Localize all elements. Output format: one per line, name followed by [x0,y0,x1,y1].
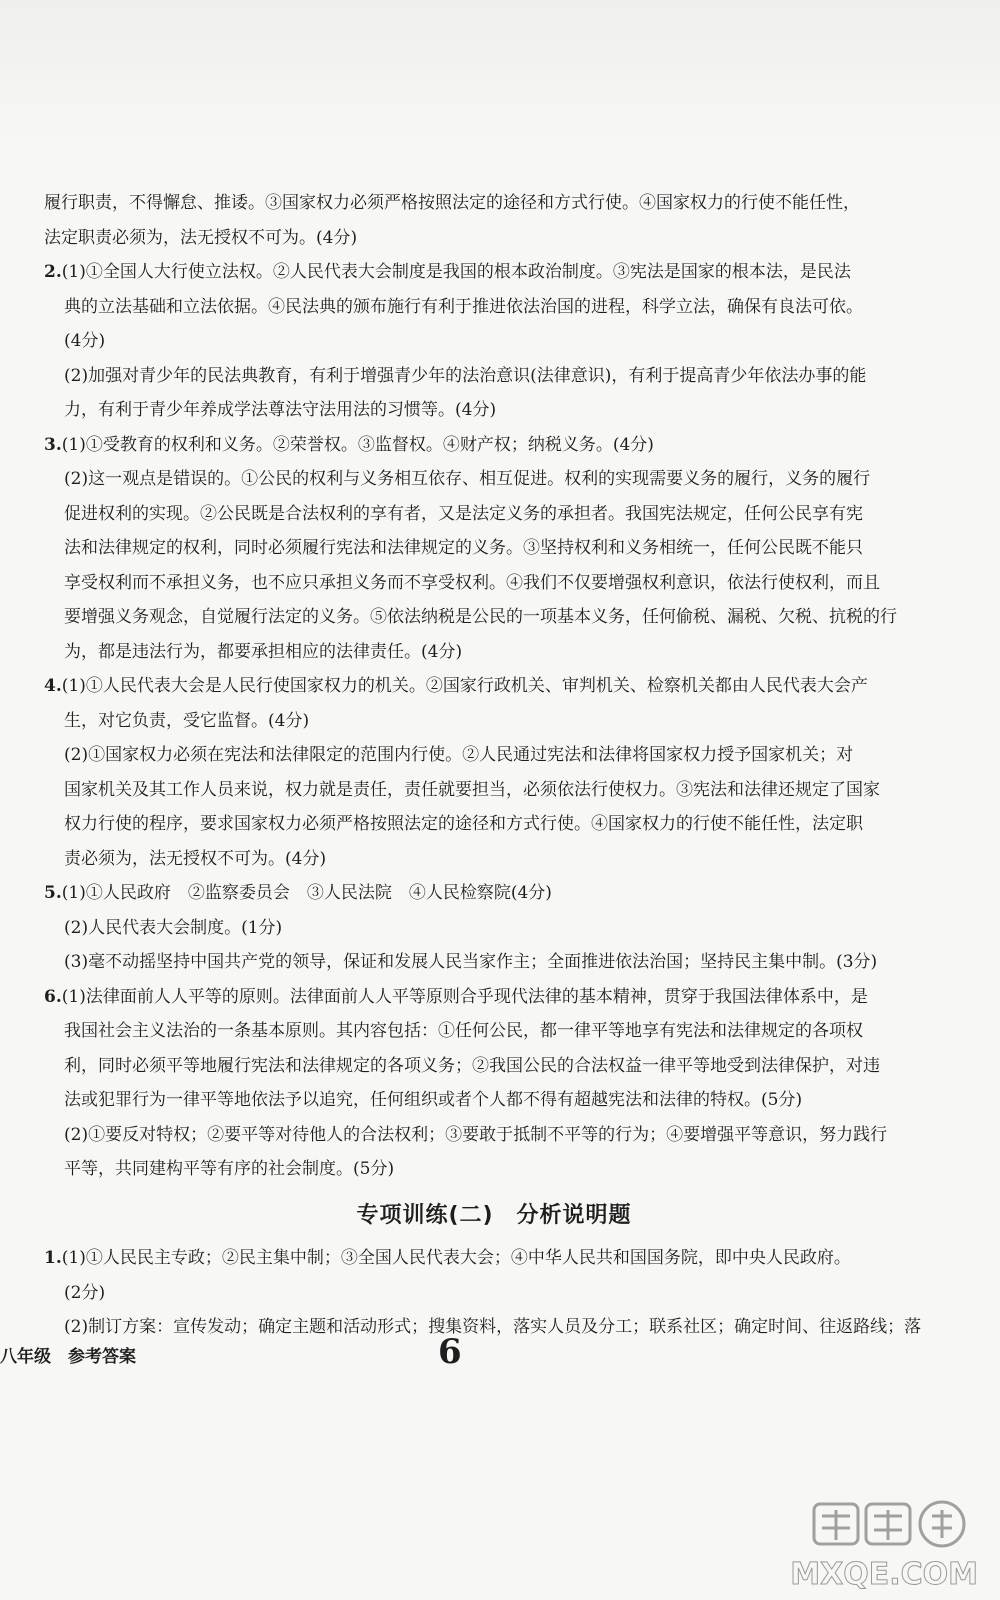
text-line: (2)①国家权力必须在宪法和法律限定的范围内行使。②人民通过宪法和法律将国家权力授予国家机关；对 [64,745,854,765]
text-line: 生，对它负责，受它监督。(4分) [64,710,310,731]
text-line: 责必须为，法无授权不可为。(4分) [64,848,327,869]
text-line: (2)制订方案：宣传发动；确定主题和活动形式；搜集资料，落实人员及分工；联系社区；确定时间、往返路线；落 [64,1317,922,1337]
watermark-url: MXQE.COM [790,1557,978,1592]
text-line: 国家机关及其工作人员来说，权力就是责任，责任就要担当，必须依法行使权力。③宪法和法律还规定了国家 [64,779,880,800]
text-line: 要增强义务观念，自觉履行法定的义务。⑤依法纳税是公民的一项基本义务，任何偷税、漏税、欠税、抗税的行 [64,607,897,627]
question-number: 2. [44,262,62,282]
text-line: 平等，共同建构平等有序的社会制度。(5分) [64,1159,395,1179]
text-line: 权力行使的程序，要求国家权力必须严格按照法定的途径和方式行使。④国家权力的行使不能任性，法定职 [64,814,863,834]
question-3-line: 3.(1)①受教育的权利和义务。②荣誉权。③监督权。④财产权；纳税义务。(4分) [44,434,654,455]
text-line: (3)毫不动摇坚持中国共产党的领导，保证和发展人民当家作主；全面推进依法治国；坚持民主集中制。(3分) [64,952,878,972]
text-line: (2)这一观点是错误的。①公民的权利与义务相互依存、相互促进。权利的实现需要义务的履行，义务的履行 [64,469,871,489]
scan-shading [0,0,1000,150]
text-line: (2)①要反对特权；②要平等对待他人的合法权利；③要敢于抵制不平等的行为；④要增强平等意识，努力践行 [64,1124,888,1145]
question-5-line: 5.(1)①人民政府 ②监察委员会 ③人民法院 ④人民检察院(4分) [44,883,552,903]
question-4-line: 4.(1)①人民代表大会是人民行使国家权力的机关。②国家行政机关、审判机关、检察机关都由人民代表大会产 [44,676,868,696]
text-line: (2)人民代表大会制度。(1分) [64,917,283,938]
site-watermark [790,1494,978,1594]
section-title: 专项训练(二) 分析说明题 [356,1202,632,1228]
text-line: 利，同时必须平等地履行宪法和法律规定的各项义务；②我国公民的合法权益一律平等地受到法律保护，对违 [64,1055,880,1076]
text-line: 法定职责必须为，法无授权不可为。(4分) [44,227,358,248]
text-line: 为，都是违法行为，都要承担相应的法律责任。(4分) [64,641,463,662]
text-line: (2分) [64,1282,106,1303]
text-line: 典的立法基础和立法依据。④民法典的颁布施行有利于推进依法治国的进程，科学立法，确保有良法可依。 [64,296,863,317]
text-line: 法和法律规定的权利，同时必须履行宪法和法律规定的义务。③坚持权利和义务相统一，任何公民既不能只 [64,538,863,558]
question-2-line: 2.(1)①全国人大行使立法权。②人民代表大会制度是我国的根本政治制度。③宪法是国家的根本法，是民法 [44,262,851,282]
page-number: 6 [438,1332,462,1372]
question-number: 6. [44,986,62,1007]
footer-label: 八年级 参考答案 [0,1347,136,1367]
text-line: 履行职责，不得懈怠、推诿。③国家权力必须严格按照法定的途径和方式行使。④国家权力的行使不能任性， [44,193,860,213]
text-line: (4分) [64,331,106,351]
text-line: 法或犯罪行为一律平等地依法予以追究，任何组织或者个人都不得有超越宪法和法律的特权。(5分) [64,1090,803,1110]
page-footer [0,1332,1000,1380]
question-number: 5. [44,883,62,903]
text-line: (2)加强对青少年的民法典教育，有利于增强青少年的法治意识(法律意识)，有利于提高青少年依法办事的能 [64,365,867,386]
section-question-1-line: 1.(1)①人民民主专政；②民主集中制；③全国人民代表大会；④中华人民共和国国务院，即中央人民政府。 [44,1248,851,1268]
question-number: 1. [44,1248,62,1268]
text-line: 我国社会主义法治的一条基本原则。其内容包括：①任何公民，都一律平等地享有宪法和法律规定的各项权 [64,1021,863,1041]
question-6-line: 6.(1)法律面前人人平等的原则。法律面前人人平等原则合乎现代法律的基本精神，贯穿于我国法律体系中，是 [44,986,868,1007]
text-line: 力，有利于青少年养成学法尊法守法用法的习惯等。(4分) [64,400,497,420]
question-number: 4. [44,676,62,696]
answer-content [44,186,944,1345]
text-line: 享受权利而不承担义务，也不应只承担义务而不享受权利。④我们不仅要增强权利意识，依法行使权利，而且 [64,572,880,593]
watermark-logo-icon [808,1494,978,1554]
question-number: 3. [44,434,62,455]
text-line: 促进权利的实现。②公民既是合法权利的享有者，又是法定义务的承担者。我国宪法规定，任何公民享有宪 [64,503,863,524]
